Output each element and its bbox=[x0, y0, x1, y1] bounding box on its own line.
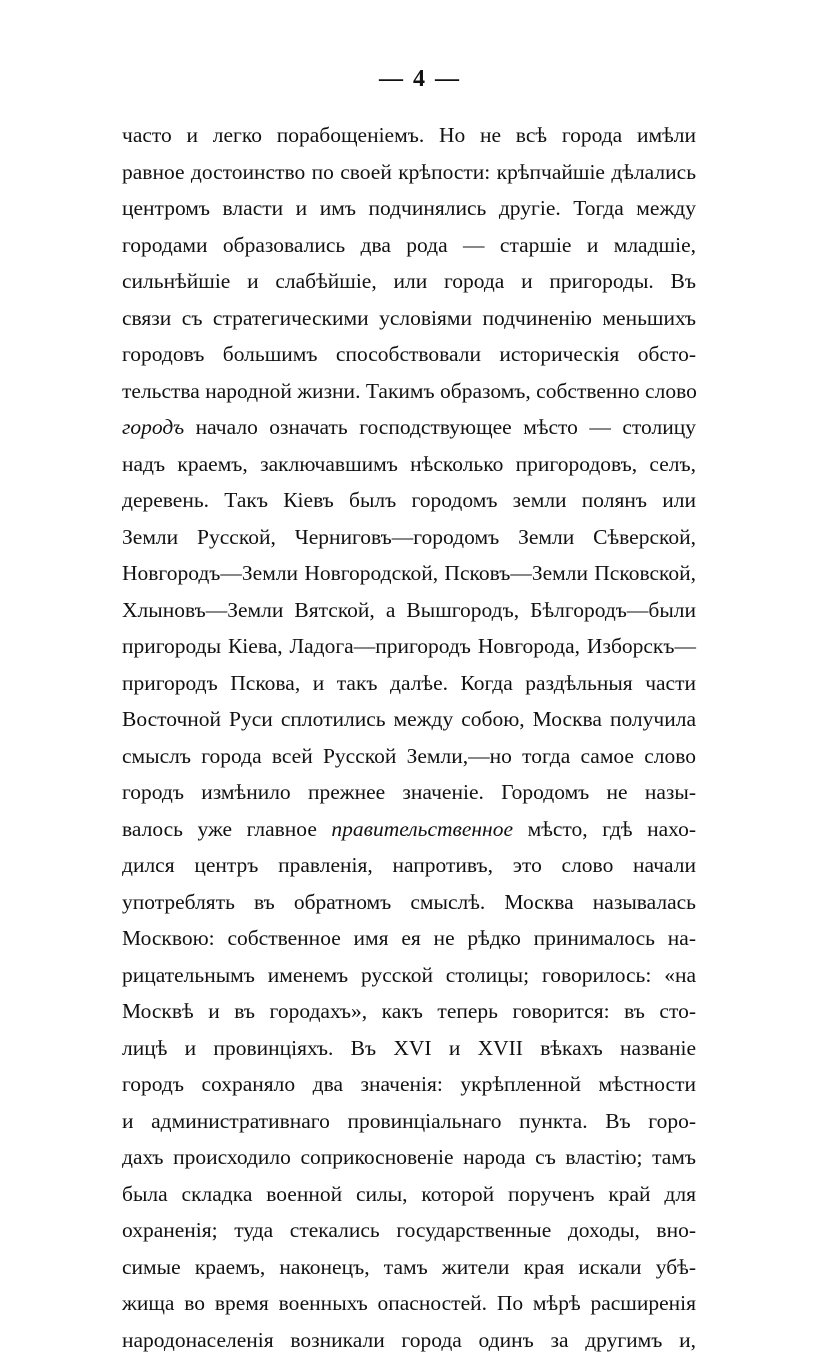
text-line bbox=[122, 300, 696, 337]
text-line bbox=[122, 1212, 696, 1249]
text-line bbox=[122, 811, 696, 848]
text-line bbox=[122, 628, 696, 665]
text-line bbox=[122, 1103, 696, 1140]
line-text: часто и легко порабощеніемъ. Но не всѣ города имѣли bbox=[122, 123, 696, 147]
line-text: мѣсто, гдѣ нахо- bbox=[513, 817, 696, 841]
line-text: дахъ происходило соприкосновеніе народа съ властію; тамъ bbox=[122, 1145, 696, 1169]
text-line bbox=[122, 665, 696, 702]
line-text: равное достоинство по своей крѣпости: крѣпчайшіе дѣлались bbox=[122, 160, 696, 184]
line-text: смыслъ города всей Русской Земли,—но тогда самое слово bbox=[122, 744, 696, 768]
line-text: центромъ власти и имъ подчинялись другіе. Тогда между bbox=[122, 196, 696, 220]
line-text: связи съ стратегическими условіями подчиненію меньшихъ bbox=[122, 306, 696, 330]
text-line bbox=[122, 738, 696, 775]
line-text: народонаселенія возникали города одинъ за другимъ и, bbox=[122, 1328, 696, 1352]
line-text: охраненія; туда стекались государственные доходы, вно- bbox=[122, 1218, 696, 1242]
text-line bbox=[122, 957, 696, 994]
text-line bbox=[122, 884, 696, 921]
text-line bbox=[122, 519, 696, 556]
line-text: лицѣ и провинціяхъ. Въ XVI и XVII вѣкахъ названіе bbox=[122, 1036, 696, 1060]
text-line bbox=[122, 190, 696, 227]
line-text: городами образовались два рода — старшіе и младшіе, bbox=[122, 233, 696, 257]
text-line bbox=[122, 1030, 696, 1067]
text-line bbox=[122, 336, 696, 373]
body-text bbox=[122, 117, 696, 1358]
line-text: городовъ большимъ способствовали историческія обсто- bbox=[122, 342, 696, 366]
line-text: Новгородъ—Земли Новгородской, Псковъ—Земли Псковской, bbox=[122, 561, 696, 585]
italic-word: городъ bbox=[122, 415, 184, 439]
text-line bbox=[122, 920, 696, 957]
line-text: употреблять въ обратномъ смыслѣ. Москва называлась bbox=[122, 890, 696, 914]
text-line bbox=[122, 701, 696, 738]
text-line bbox=[122, 993, 696, 1030]
line-text: Восточной Руси сплотились между собою, Москва получила bbox=[122, 707, 696, 731]
line-text: дился центръ правленія, напротивъ, это слово начали bbox=[122, 853, 696, 877]
text-line bbox=[122, 1139, 696, 1176]
line-text: пригороды Кіева, Ладога—пригородъ Новгорода, Изборскъ— bbox=[122, 634, 696, 658]
line-text: Москвѣ и въ городахъ», какъ теперь говорится: въ сто- bbox=[122, 999, 696, 1023]
line-text: и административнаго провинціальнаго пункта. Въ горо- bbox=[122, 1109, 696, 1133]
text-line bbox=[122, 117, 696, 154]
text-line bbox=[122, 1176, 696, 1213]
line-text: городъ сохраняло два значенія: укрѣпленной мѣстности bbox=[122, 1072, 696, 1096]
line-text: валось уже главное bbox=[122, 817, 331, 841]
text-line bbox=[122, 409, 696, 446]
text-line bbox=[122, 1322, 696, 1358]
line-text: пригородъ Пскова, и такъ далѣе. Когда раздѣльныя части bbox=[122, 671, 696, 695]
text-line bbox=[122, 555, 696, 592]
line-text: Земли Русской, Черниговъ—городомъ Земли Сѣверской, bbox=[122, 525, 696, 549]
text-line bbox=[122, 1249, 696, 1286]
text-line bbox=[122, 1285, 696, 1322]
line-text: жища во время военныхъ опасностей. По мѣрѣ расширенія bbox=[122, 1291, 696, 1315]
line-text: была складка военной силы, которой порученъ край для bbox=[122, 1182, 696, 1206]
line-text: городъ измѣнило прежнее значеніе. Городомъ не назы- bbox=[122, 780, 696, 804]
text-line bbox=[122, 592, 696, 629]
text-line bbox=[122, 847, 696, 884]
italic-word: правительственное bbox=[331, 817, 513, 841]
line-text: деревень. Такъ Кіевъ былъ городомъ земли полянъ или bbox=[122, 488, 696, 512]
line-text: тельства народной жизни. Такимъ образомъ, собственно слово bbox=[122, 379, 697, 403]
text-line bbox=[122, 1066, 696, 1103]
line-text: сильнѣйшіе и слабѣйшіе, или города и пригороды. Въ bbox=[122, 269, 696, 293]
text-line bbox=[122, 227, 696, 264]
line-text: начало означать господствующее мѣсто — столицу bbox=[184, 415, 696, 439]
text-line bbox=[122, 373, 696, 410]
line-text: Хлыновъ—Земли Вятской, а Вышгородъ, Бѣлгородъ—были bbox=[122, 598, 696, 622]
line-text: Москвою: собственное имя ея не рѣдко принималось на- bbox=[122, 926, 696, 950]
line-text: рицательнымъ именемъ русской столицы; говорилось: «на bbox=[122, 963, 696, 987]
text-line bbox=[122, 774, 696, 811]
text-line bbox=[122, 263, 696, 300]
line-text: надъ краемъ, заключавшимъ нѣсколько пригородовъ, селъ, bbox=[122, 452, 696, 476]
text-line bbox=[122, 482, 696, 519]
text-line bbox=[122, 154, 696, 191]
line-text: симые краемъ, наконецъ, тамъ жители края искали убѣ- bbox=[122, 1255, 696, 1279]
text-line bbox=[122, 446, 696, 483]
page-number: — 4 — bbox=[0, 66, 840, 93]
